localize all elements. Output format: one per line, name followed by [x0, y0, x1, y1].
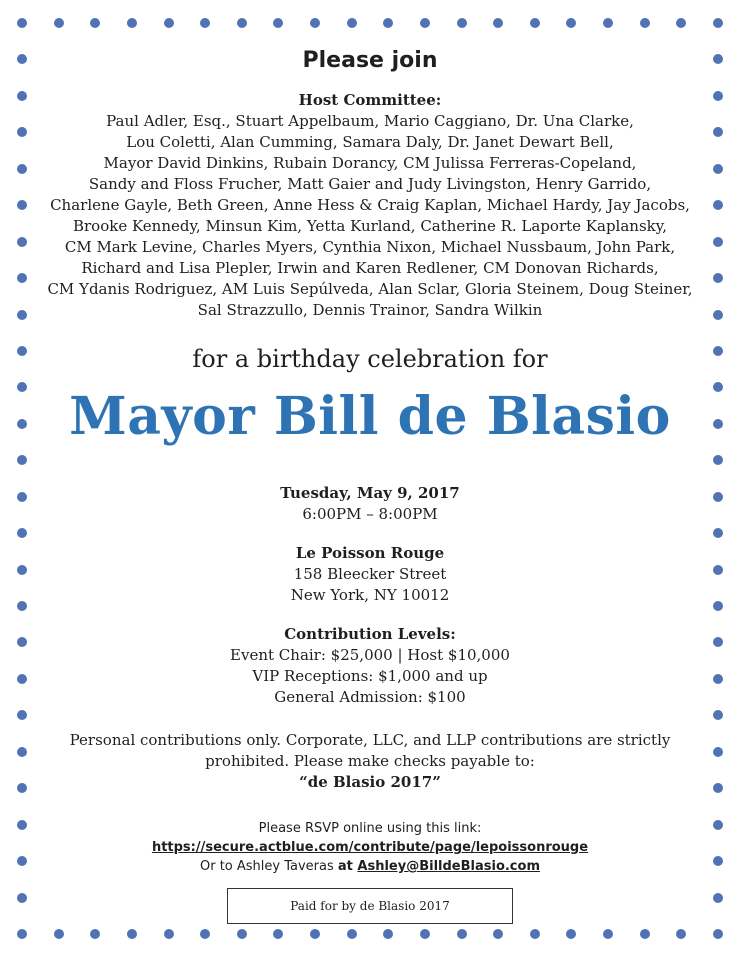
notice-line: Personal contributions only. Corporate, LLC, and LLP contributions are strictly [69, 731, 671, 749]
level-item: VIP Receptions: $1,000 and up [252, 667, 488, 685]
border-dot [530, 18, 540, 28]
border-dot [17, 492, 27, 502]
border-dot [17, 237, 27, 247]
border-dot [347, 929, 357, 939]
border-dot [493, 929, 503, 939]
border-dot [713, 492, 723, 502]
border-dot [713, 237, 723, 247]
border-dot [17, 18, 27, 28]
border-dot [713, 310, 723, 320]
host-committee-list [40, 111, 700, 321]
border-dot [713, 893, 723, 903]
level-item: Event Chair: $25,000 | Host $10,000 [230, 646, 510, 664]
border-dot [713, 528, 723, 538]
host-line: Brooke Kennedy, Minsun Kim, Yetta Kurland, Catherine R. Laporte Kaplansky, [72, 217, 667, 235]
host-line: Sandy and Floss Frucher, Matt Gaier and Judy Livingston, Henry Garrido, [88, 175, 652, 193]
border-dot [237, 929, 247, 939]
border-dot [530, 929, 540, 939]
border-dot [127, 929, 137, 939]
notice-line: prohibited. Please make checks payable to: [205, 752, 535, 770]
venue-street: 158 Bleecker Street [293, 565, 447, 583]
border-dot [17, 127, 27, 137]
border-dot [17, 200, 27, 210]
border-dot [90, 18, 100, 28]
border-dot [676, 929, 686, 939]
border-dot [420, 18, 430, 28]
border-dot [713, 565, 723, 575]
rsvp-email-link[interactable]: Ashley@BilldeBlasio.com [357, 859, 540, 874]
border-dot [17, 783, 27, 793]
border-dot [17, 601, 27, 611]
border-dot [17, 747, 27, 757]
border-dot [17, 710, 27, 720]
border-dot [17, 820, 27, 830]
border-dot [164, 929, 174, 939]
border-dot [713, 601, 723, 611]
border-dot [713, 91, 723, 101]
border-dot [17, 54, 27, 64]
border-dot [713, 164, 723, 174]
border-dot [566, 18, 576, 28]
border-dot [17, 164, 27, 174]
host-line: Mayor David Dinkins, Rubain Dorancy, CM Julissa Ferreras-Copeland, [103, 154, 637, 172]
border-dot [713, 674, 723, 684]
host-line: CM Ydanis Rodriguez, AM Luis Sepúlveda, Alan Sclar, Gloria Steinem, Doug Steiner, [47, 280, 693, 298]
event-time: 6:00PM – 8:00PM [302, 505, 438, 523]
rsvp-alt-at: at [337, 859, 358, 874]
border-dot [17, 273, 27, 283]
venue-city: New York, NY 10012 [290, 586, 450, 604]
border-dot [420, 929, 430, 939]
border-dot [713, 200, 723, 210]
rsvp-alt-prefix: Or to Ashley Taveras [199, 859, 338, 874]
host-committee-heading: Host Committee: [298, 91, 442, 109]
level-item: General Admission: $100 [274, 688, 466, 706]
border-dot [17, 91, 27, 101]
border-dot [17, 455, 27, 465]
border-dot [603, 18, 613, 28]
honoree-name: Mayor Bill de Blasio [69, 386, 671, 447]
rsvp-block [40, 819, 700, 876]
border-dot [713, 127, 723, 137]
contribution-levels [40, 624, 700, 708]
border-dot [457, 18, 467, 28]
border-dot [237, 18, 247, 28]
border-dot [713, 856, 723, 866]
border-dot [713, 783, 723, 793]
border-dot [713, 747, 723, 757]
border-dot [17, 310, 27, 320]
venue-name: Le Poisson Rouge [295, 544, 445, 562]
border-dot [383, 18, 393, 28]
border-dot [273, 18, 283, 28]
border-dot [713, 18, 723, 28]
host-line: Richard and Lisa Plepler, Irwin and Karen Redlener, CM Donovan Richards, [81, 259, 659, 277]
border-dot [164, 18, 174, 28]
border-dot [310, 929, 320, 939]
border-dot [603, 929, 613, 939]
celebration-line: for a birthday celebration for [192, 345, 548, 373]
invitation [40, 44, 700, 924]
border-dot [17, 929, 27, 939]
border-dot [54, 929, 64, 939]
date-time-block [40, 483, 700, 525]
border-dot [713, 929, 723, 939]
border-dot [493, 18, 503, 28]
border-dot [713, 346, 723, 356]
border-dot [713, 419, 723, 429]
border-dot [713, 455, 723, 465]
levels-heading: Contribution Levels: [284, 625, 456, 643]
border-dot [383, 929, 393, 939]
border-dot [676, 18, 686, 28]
border-dot [713, 710, 723, 720]
contribution-notice [40, 730, 700, 793]
border-dot [640, 929, 650, 939]
border-dot [127, 18, 137, 28]
border-dot [713, 273, 723, 283]
rsvp-alt [40, 857, 700, 876]
border-dot [273, 929, 283, 939]
border-dot [347, 18, 357, 28]
border-dot [17, 346, 27, 356]
border-dot [200, 929, 210, 939]
border-dot [17, 528, 27, 538]
border-dot [310, 18, 320, 28]
venue-block [40, 543, 700, 606]
border-dot [713, 637, 723, 647]
border-dot [17, 893, 27, 903]
rsvp-intro: Please RSVP online using this link: [258, 821, 482, 836]
host-line: Lou Coletti, Alan Cumming, Samara Daly, Dr. Janet Dewart Bell, [126, 133, 614, 151]
please-join-heading: Please join [302, 48, 438, 73]
border-dot [17, 674, 27, 684]
border-dot [566, 929, 576, 939]
border-dot [17, 565, 27, 575]
event-date: Tuesday, May 9, 2017 [280, 484, 460, 502]
border-dot [713, 820, 723, 830]
host-line: CM Mark Levine, Charles Myers, Cynthia Nixon, Michael Nussbaum, John Park, [64, 238, 676, 256]
border-dot [17, 856, 27, 866]
border-dot [17, 419, 27, 429]
host-line: Charlene Gayle, Beth Green, Anne Hess & Craig Kaplan, Michael Hardy, Jay Jacobs, [50, 196, 690, 214]
paid-for-box: Paid for by de Blasio 2017 [227, 888, 513, 924]
host-line: Paul Adler, Esq., Stuart Appelbaum, Mario Caggiano, Dr. Una Clarke, [106, 112, 634, 130]
border-dot [17, 382, 27, 392]
border-dot [713, 54, 723, 64]
border-dot [713, 382, 723, 392]
border-dot [457, 929, 467, 939]
border-dot [640, 18, 650, 28]
border-dot [200, 18, 210, 28]
rsvp-link[interactable]: https://secure.actblue.com/contribute/page/lepoissonrouge [151, 840, 589, 855]
border-dot [90, 929, 100, 939]
border-dot [54, 18, 64, 28]
payable-to: “de Blasio 2017” [299, 773, 441, 791]
border-dot [17, 637, 27, 647]
host-line: Sal Strazzullo, Dennis Trainor, Sandra Wilkin [197, 301, 543, 319]
